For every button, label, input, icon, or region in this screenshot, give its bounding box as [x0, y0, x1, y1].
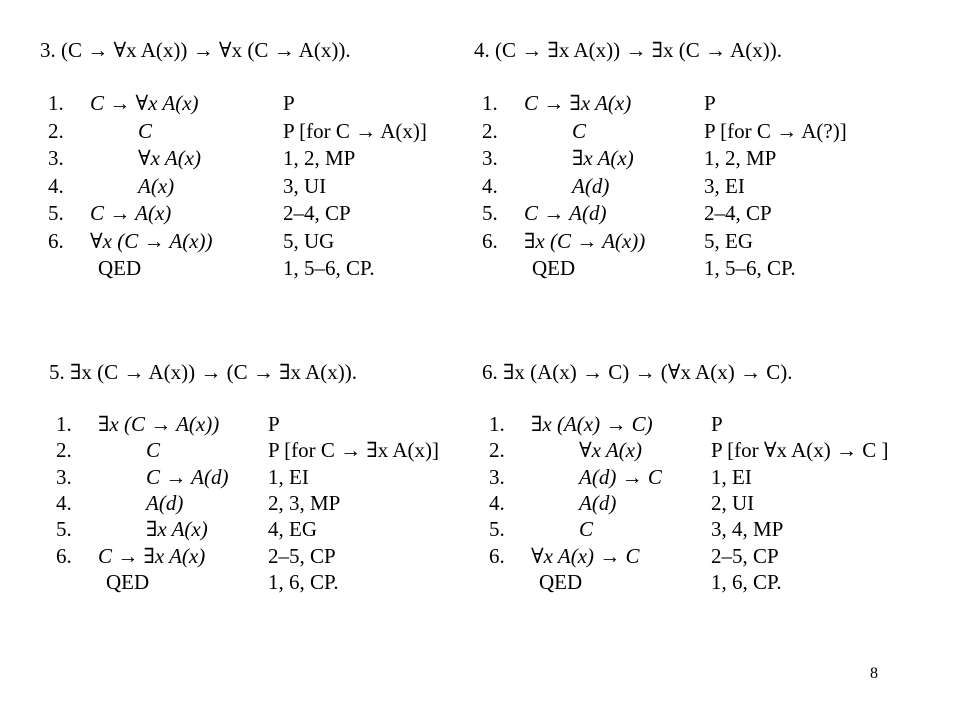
line-formula: ∀x A(x) [138, 146, 201, 170]
line-justification: 4, EG [268, 517, 317, 542]
line-formula: C [572, 118, 587, 143]
line-number: 2. [48, 118, 64, 143]
line-justification: 2–4, CP [704, 201, 772, 225]
line-justification: 1, 6, CP. [268, 569, 339, 594]
line-justification: 2–5, CP [711, 543, 779, 568]
line-justification: P [704, 91, 716, 115]
line-number: 3. [56, 464, 72, 489]
proof-5-title: 5. ∃x (C → A(x)) → (C → ∃x A(x)). [49, 360, 358, 384]
line-number: 4. [48, 173, 64, 198]
line-justification: 2, UI [711, 490, 755, 515]
line-justification: 2–4, CP [283, 201, 351, 225]
line-justification: 1, EI [268, 464, 309, 489]
proof-6-title: 6. ∃x (A(x) → C) → (∀x A(x) → C). [482, 360, 793, 384]
line-number: 4. [56, 490, 72, 515]
line-number: 4. [482, 173, 498, 198]
line-number: 6. [48, 228, 64, 253]
line-justification: 1, 5–6, CP. [283, 256, 375, 280]
line-formula: ∃x (C → A(x)) [98, 412, 220, 436]
line-number: 1. [48, 91, 64, 115]
line-formula: C → A(d) [524, 201, 607, 225]
line-number: 1. [482, 91, 498, 115]
line-formula: ∃x (A(x) → C) [531, 412, 653, 436]
proof-4-title: 4. (C → ∃x A(x)) → ∃x (C → A(x)). [474, 38, 783, 62]
line-formula: C → ∃x A(x) [98, 543, 206, 568]
line-formula: C → ∃x A(x) [524, 91, 632, 115]
line-number: 5. [489, 517, 505, 542]
line-justification: P [for ∀x A(x) → C ] [711, 438, 889, 463]
line-justification: 3, UI [283, 173, 327, 198]
line-formula: C → A(d) [146, 464, 229, 489]
line-formula: C → ∀x A(x) [90, 91, 199, 115]
line-formula: C [146, 438, 161, 463]
line-justification: P [268, 412, 280, 436]
line-justification: 2–5, CP [268, 543, 336, 568]
line-justification: 5, EG [704, 228, 753, 253]
line-formula: ∃x A(x) [572, 146, 634, 170]
line-number: 1. [56, 412, 72, 436]
line-number: 5. [482, 201, 498, 225]
line-number: 3. [482, 146, 498, 170]
line-number: 6. [56, 543, 72, 568]
line-number: 2. [56, 438, 72, 463]
line-formula: ∀x (C → A(x)) [90, 228, 213, 253]
line-justification: 3, 4, MP [711, 517, 784, 542]
line-justification: 5, UG [283, 228, 335, 253]
line-justification: 1, 2, MP [283, 146, 356, 170]
line-justification: P [for C → ∃x A(x)] [268, 438, 440, 463]
line-number: 2. [482, 118, 498, 143]
line-justification: 1, 2, MP [704, 146, 777, 170]
line-justification: 3, EI [704, 173, 745, 198]
line-formula: QED [539, 569, 583, 594]
line-formula: ∀x A(x) [579, 438, 642, 463]
line-formula: A(d) [572, 173, 610, 198]
line-formula: ∃x A(x) [146, 517, 208, 542]
line-justification: P [283, 91, 295, 115]
line-formula: QED [98, 256, 142, 280]
line-justification: P [for C → A(?)] [704, 118, 847, 143]
line-justification: P [711, 412, 723, 436]
line-justification: 2, 3, MP [268, 490, 341, 515]
line-number: 3. [489, 464, 505, 489]
line-justification: P [for C → A(x)] [283, 118, 427, 143]
line-formula: C [579, 517, 594, 542]
line-formula: ∀x A(x) → C [531, 543, 640, 568]
page-number: 8 [870, 665, 878, 682]
line-formula: A(d) [146, 490, 184, 515]
line-formula: C → A(x) [90, 201, 172, 225]
line-justification: 1, 6, CP. [711, 569, 782, 594]
line-number: 5. [48, 201, 64, 225]
line-formula: ∃x (C → A(x)) [524, 228, 646, 253]
line-formula: A(x) [138, 173, 175, 198]
proof-3-title: 3. (C → ∀x A(x)) → ∀x (C → A(x)). [40, 38, 351, 62]
line-number: 1. [489, 412, 505, 436]
line-number: 5. [56, 517, 72, 542]
line-justification: 1, 5–6, CP. [704, 256, 796, 280]
line-formula: A(d) [579, 490, 617, 515]
line-number: 6. [482, 228, 498, 253]
line-formula: A(d) → C [579, 464, 662, 489]
line-number: 3. [48, 146, 64, 170]
line-justification: 1, EI [711, 464, 752, 489]
line-number: 2. [489, 438, 505, 463]
line-number: 6. [489, 543, 505, 568]
line-formula: QED [532, 256, 576, 280]
line-formula: C [138, 118, 153, 143]
line-formula: QED [106, 569, 150, 594]
line-number: 4. [489, 490, 505, 515]
